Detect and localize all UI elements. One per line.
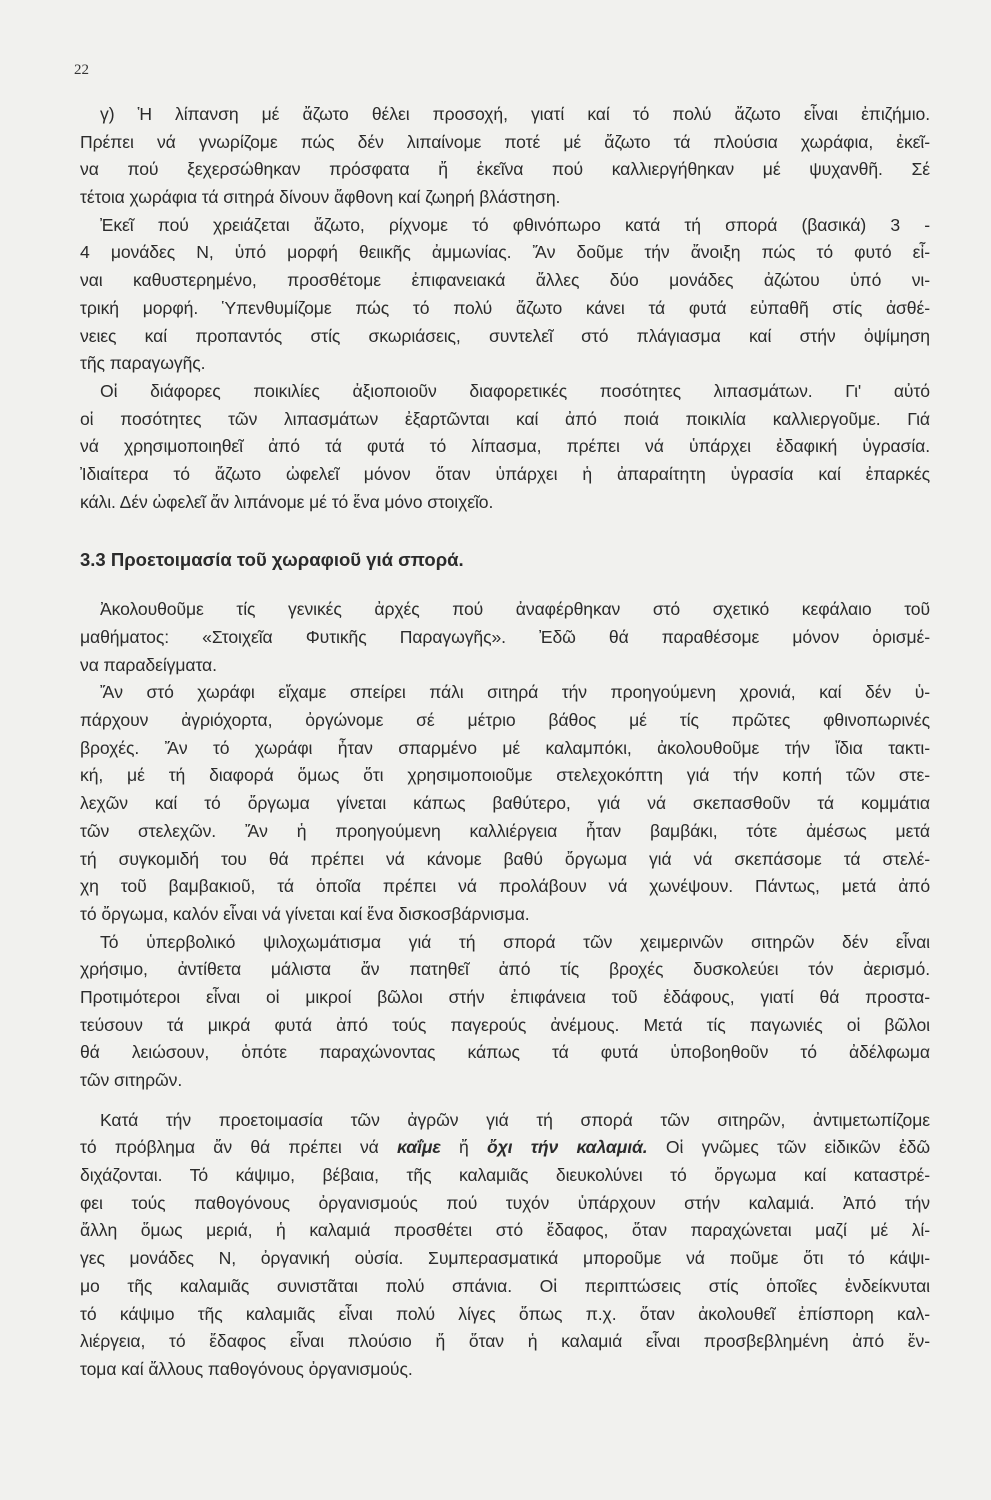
text-line: τό ὄργωμα, καλόν εἶναι νά γίνεται καί ἕνα δισκοσβάρνισμα.: [80, 903, 530, 924]
emphasized-text: ὄχι τήν καλαμιά.: [486, 1137, 648, 1158]
text-line: οἱ ποσότητες τῶν λιπασμάτων ἐξαρτῶνται καί ἀπό ποιά ποικιλία καλλιεργοῦμε. Γιά: [80, 408, 930, 429]
page-number: 22: [74, 62, 89, 78]
paragraph: [80, 378, 930, 516]
text-line: νά χρησιμοποιηθεῖ ἀπό τά φυτά τό λίπασμα, πρέπει νά ὑπάρχει ἐδαφική ὑγρασία.: [80, 436, 930, 457]
text-line: διχάζονται. Τό κάψιμο, βέβαια, τῆς καλαμιᾶς διευκολύνει τό ὄργωμα καί καταστρέ-: [80, 1165, 930, 1186]
text-line: τή συγκομιδή του θά πρέπει νά κάνομε βαθύ ὄργωμα γιά νά σκεπάσομε τά στελέ-: [80, 848, 930, 869]
text-line: τῶν σιτηρῶν.: [80, 1070, 183, 1090]
text-line: Τό ὑπερβολικό ψιλοχωμάτισμα γιά τή σπορά τῶν χειμερινῶν σιτηρῶν δέν εἶναι: [100, 931, 930, 952]
text-segment: τό πρόβλημα ἄν θά πρέπει νά: [80, 1137, 398, 1158]
text-line: Ἀκολουθοῦμε τίς γενικές ἀρχές πού ἀναφέρθηκαν στό σχετικό κεφάλαιο τοῦ: [100, 599, 930, 620]
text-line: πάρχουν ἀγριόχορτα, ὀργώνομε σέ μέτριο βάθος μέ τίς πρῶτες φθινοπωρινές: [80, 710, 930, 731]
section-before: [80, 101, 930, 516]
text-line: ἄλλη ὅμως μεριά, ἡ καλαμιά προσθέτει στό ἔδαφος, ὅταν παραχώνεται μαζί μέ λί-: [80, 1220, 930, 1241]
text-line: τρική μορφή. Ὑπενθυμίζομε πώς τό πολύ ἄζωτο κάνει τά φυτά εὐπαθῆ στίς ἀσθέ-: [80, 297, 930, 318]
text-line: κάλι. Δέν ὠφελεῖ ἄν λιπάνομε μέ τό ἕνα μόνο στοιχεῖο.: [80, 491, 494, 512]
text-line: βροχές. Ἄν τό χωράφι ἦταν σπαρμένο μέ καλαμπόκι, ἀκολουθοῦμε τήν ἴδια τακτι-: [80, 737, 930, 758]
paragraph: [80, 1107, 930, 1384]
text-line: νειες καί προπαντός στίς σκωριάσεις, συντελεῖ στό πλάγιασμα καί στήν ὀψίμηση: [80, 325, 930, 346]
text-line: γ) Ἡ λίπανση μέ ἄζωτο θέλει προσοχή, γιατί καί τό πολύ ἄζωτο εἶναι ἐπιζήμιο.: [100, 104, 930, 124]
text-line: λεχῶν καί τό ὄργωμα γίνεται κάπως βαθύτερο, γιά νά σκεπασθοῦν τά κομμάτια: [80, 793, 930, 814]
text-line: λιέργεια, τό ἔδαφος εἶναι πλούσιο ἤ ὅταν ἡ καλαμιά εἶναι προσβεβλημένη ἀπό ἔν-: [80, 1331, 930, 1352]
text-line: Οἱ διάφορες ποικιλίες ἀξιοποιοῦν διαφορετικές ποσότητες λιπασμάτων. Γι' αὐτό: [100, 380, 930, 401]
text-line: τομα καί ἄλλους παθογόνους ὀργανισμούς.: [80, 1358, 413, 1379]
paragraph: [80, 101, 930, 212]
section-body: [80, 596, 930, 1383]
emphasized-text: καΐμε: [397, 1137, 441, 1158]
text-line: χη τοῦ βαμβακιοῦ, τά ὁποῖα πρέπει νά προλάβουν νά χωνέψουν. Πάντως, μετά ἀπό: [80, 876, 930, 897]
text-line: Ἰδιαίτερα τό ἄζωτο ὠφελεῖ μόνον ὅταν ὑπάρχει ἡ ἀπαραίτητη ὑγρασία καί ἐπαρκές: [80, 463, 930, 484]
text-line: τό κάψιμο τῆς καλαμιᾶς εἶναι πολύ λίγες ὅπως π.χ. ὅταν ἀκολουθεῖ ἐπίσπορη καλ-: [80, 1303, 930, 1324]
section-heading: 3.3 Προετοιμασία τοῦ χωραφιοῦ γιά σπορά.: [80, 549, 464, 571]
text-line: Ἐκεῖ πού χρειάζεται ἄζωτο, ρίχνομε τό φθινόπωρο κατά τή σπορά (βασικά) 3 -: [100, 214, 930, 235]
text-line: Πρέπει νά γνωρίζομε πώς δέν λιπαίνομε ποτέ μέ ἄζωτο τά πλούσια χωράφια, ἐκεῖ-: [80, 131, 930, 152]
text-line: 4 μονάδες Ν, ὑπό μορφή θειικῆς ἀμμωνίας. Ἄν δοῦμε τήν ἄνοιξη πώς τό φυτό εἶ-: [80, 242, 930, 263]
text-segment: Οἱ γνῶμες τῶν εἰδικῶν ἐδῶ: [647, 1137, 930, 1158]
text-line: γες μονάδες Ν, ὀργανική οὐσία. Συμπερασματικά μποροῦμε νά ποῦμε ὅτι τό κάψι-: [80, 1248, 930, 1269]
text-line: Κατά τήν προετοιμασία τῶν ἀγρῶν γιά τή σπορά τῶν σιτηρῶν, ἀντιμετωπίζομε: [100, 1109, 930, 1130]
text-line: ναι καθυστερημένο, προσθέτομε ἐπιφανειακά ἄλλες δύο μονάδες ἀζώτου ὑπό νι-: [80, 270, 930, 291]
paragraph: [80, 212, 930, 378]
paragraph: [80, 929, 930, 1095]
text-line: χρήσιμο, ἀντίθετα μάλιστα ἄν πατηθεῖ ἀπό τίς βροχές δυσκολεύει τόν ἀερισμό.: [80, 959, 930, 980]
text-line: φει τούς παθογόνους ὀργανισμούς πού τυχόν ὑπάρχουν στήν καλαμιά. Ἀπό τήν: [80, 1192, 930, 1213]
text-line: μο τῆς καλαμιᾶς συνιστᾶται πολύ σπάνια. Οἱ περιπτώσεις στίς ὁποῖες ἐνδείκνυται: [80, 1275, 930, 1296]
text-line: να παραδείγματα.: [80, 654, 217, 675]
text-line: τεύσουν τά μικρά φυτά ἀπό τούς παγερούς ἀνέμους. Μετά τίς παγωνιές οἱ βῶλοι: [80, 1014, 930, 1035]
text-line: τῶν στελεχῶν. Ἄν ἡ προηγούμενη καλλιέργεια ἦταν βαμβάκι, τότε ἀμέσως μετά: [80, 820, 930, 841]
text-line: τέτοια χωράφια τά σιτηρά δίνουν ἄφθονη καί ζωηρή βλάστηση.: [80, 187, 561, 208]
text-line: μαθήματος: «Στοιχεῖα Φυτικῆς Παραγωγῆς». Ἐδῶ θά παραθέσομε μόνον ὁρισμέ-: [80, 627, 930, 647]
text-segment: ἤ: [440, 1137, 487, 1158]
text-line: Προτιμότεροι εἶναι οἱ μικροί βῶλοι στήν ἐπιφάνεια τοῦ ἐδάφους, γιατί θά προστα-: [80, 986, 930, 1007]
text-line: τῆς παραγωγῆς.: [80, 353, 206, 374]
paragraph: [80, 596, 930, 679]
text-line: [80, 1134, 930, 1162]
text-line: Ἄν στό χωράφι εἴχαμε σπείρει πάλι σιτηρά τήν προηγούμενη χρονιά, καί δέν ὑ-: [100, 682, 930, 703]
text-line: θά λειώσουν, ὁπότε παραχώνοντας κάπως τά φυτά ὑποβοηθοῦν τό ἀδέλφωμα: [80, 1042, 930, 1063]
text-line: να πού ξεχερσώθηκαν πρόσφατα ἤ ἐκεῖνα πού καλλιεργήθηκαν μέ ψυχανθῆ. Σέ: [80, 159, 930, 180]
page-body: [80, 101, 930, 1384]
paragraph: [80, 679, 930, 928]
text-line: κή, μέ τή διαφορά ὅμως ὅτι χρησιμοποιοῦμε στελεχοκόπτη γιά τήν κοπή τῶν στε-: [80, 765, 930, 786]
